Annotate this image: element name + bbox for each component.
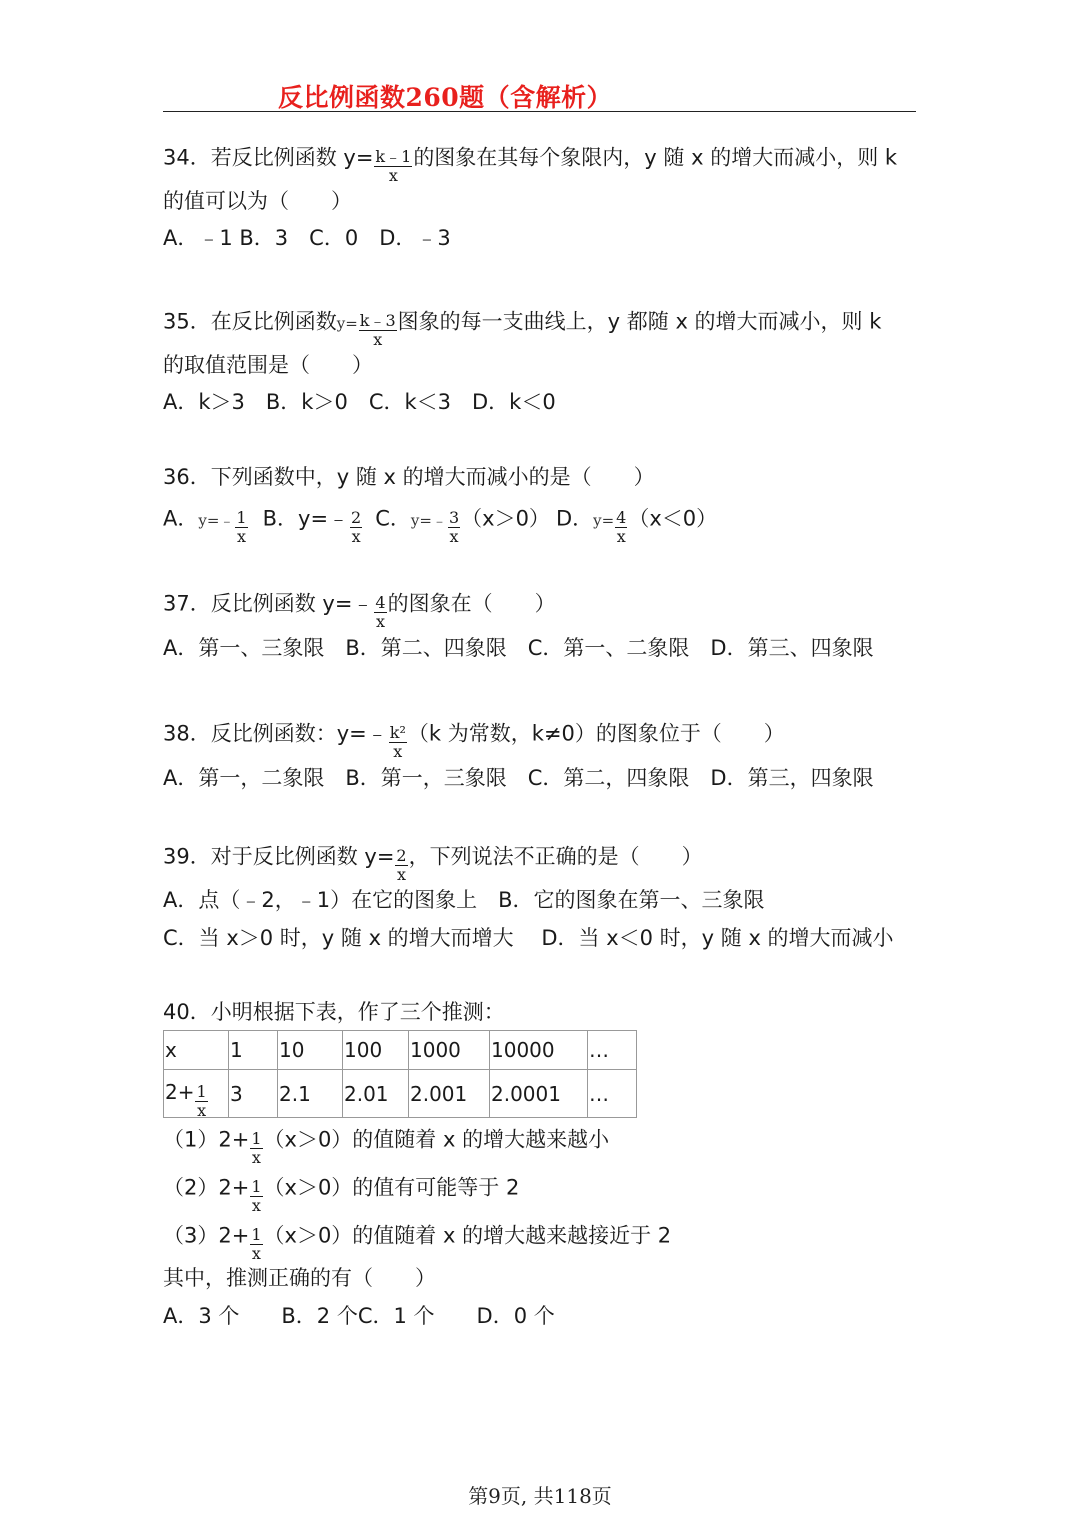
q36-b-numerator: 2 xyxy=(351,508,362,527)
table-expression-denominator: x xyxy=(197,1101,207,1120)
question-39-options-line2: C．当 x＞0 时，y 随 x 的增大而增大 D．当 x＜0 时，y 随 x 的增大而减小 xyxy=(163,926,894,950)
guess-2-numerator: 1 xyxy=(251,1177,262,1196)
guess-3-suffix: （x＞0）的值随着 x 的增大越来越接近于 2 xyxy=(263,1223,672,1248)
q39-denominator: x xyxy=(397,865,407,884)
q34-numerator: k﹣1 xyxy=(375,147,412,166)
table-cell: 10000 xyxy=(490,1031,588,1070)
q36-option-c-condition: （x＞0） xyxy=(461,506,550,531)
q38-numerator: k² xyxy=(389,723,406,742)
q34-stem-suffix: 的图象在其每个象限内，y 随 x 的增大而减小，则 k xyxy=(413,145,898,170)
q36-option-b-fraction xyxy=(350,509,362,546)
q40-guess-2 xyxy=(163,1170,520,1215)
title-divider xyxy=(163,111,916,112)
q38-denominator: x xyxy=(393,742,403,761)
table-expression-fraction xyxy=(195,1083,207,1120)
q37-stem-prefix: 37．反比例函数 y=﹣ xyxy=(163,591,374,616)
q36-option-b-label: B．y=﹣ xyxy=(262,506,350,531)
page-title: 反比例函数260题（含解析） xyxy=(278,83,613,112)
q35-numerator: k﹣3 xyxy=(359,311,396,330)
question-39-options-line1: A．点（﹣2，﹣1）在它的图象上 B．它的图象在第一、三象限 xyxy=(163,888,765,912)
table-cell: 1000 xyxy=(409,1031,490,1070)
question-34-stem-line2: 的值可以为（ ） xyxy=(163,189,352,213)
q34-denominator: x xyxy=(388,166,398,185)
q39-stem-prefix: 39．对于反比例函数 y= xyxy=(163,844,395,869)
q38-fraction xyxy=(389,724,407,761)
q36-option-a-fraction xyxy=(235,509,247,546)
question-37-stem xyxy=(163,586,556,631)
guess-2-suffix: （x＞0）的值有可能等于 2 xyxy=(263,1175,520,1200)
q36-d-denominator: x xyxy=(616,527,626,546)
question-38-stem xyxy=(163,716,785,761)
table-cell: 3 xyxy=(229,1070,278,1118)
q35-stem-prefix: 35．在反比例函数 xyxy=(163,309,337,334)
table-cell: x xyxy=(164,1031,229,1070)
guess-1-numerator: 1 xyxy=(251,1129,262,1148)
table-cell: 10 xyxy=(278,1031,343,1070)
table-cell: … xyxy=(588,1070,637,1118)
question-39-stem xyxy=(163,839,703,884)
question-40-stem: 40．小明根据下表，作了三个推测： xyxy=(163,1000,505,1024)
table-row xyxy=(164,1070,637,1118)
q36-b-denominator: x xyxy=(351,527,361,546)
q35-stem-suffix: 图象的每一支曲线上，y 都随 x 的增大而减小，则 k xyxy=(397,309,882,334)
q36-a-numerator: 1 xyxy=(236,508,247,527)
q36-c-numerator: 3 xyxy=(448,508,460,527)
q39-numerator: 2 xyxy=(396,846,407,865)
guess-3-fraction xyxy=(250,1226,262,1263)
q36-option-c-fraction xyxy=(448,509,460,546)
guess-1-prefix: （1）2+ xyxy=(163,1127,250,1152)
q36-option-d-label: D． xyxy=(555,506,594,531)
table-cell: 2.001 xyxy=(409,1070,490,1118)
q37-fraction xyxy=(374,594,386,631)
question-35-stem xyxy=(163,304,882,349)
q35-fraction xyxy=(359,312,397,349)
q39-fraction xyxy=(395,847,407,884)
q37-stem-suffix: 的图象在（ ） xyxy=(387,591,556,616)
guess-3-prefix: （3）2+ xyxy=(163,1223,250,1248)
q38-stem-prefix: 38．反比例函数：y=﹣ xyxy=(163,721,388,746)
table-cell: 2.01 xyxy=(343,1070,409,1118)
q36-c-denominator: x xyxy=(449,527,459,546)
question-40-options: A．3 个 B．2 个C．1 个 D．0 个 xyxy=(163,1304,555,1328)
question-35-stem-line2: 的取值范围是（ ） xyxy=(163,353,373,377)
guess-1-denominator: x xyxy=(251,1148,261,1167)
q40-guess-1 xyxy=(163,1122,610,1167)
q36-a-denominator: x xyxy=(237,527,247,546)
question-34-stem xyxy=(163,140,898,185)
q39-stem-suffix: ，下列说法不正确的是（ ） xyxy=(408,844,703,869)
q36-option-d-y: y= xyxy=(593,511,615,530)
question-38-options: A．第一，二象限 B．第一，三象限 C．第二，四象限 D．第三，四象限 xyxy=(163,766,874,790)
table-cell: 1 xyxy=(229,1031,278,1070)
table-cell-expression xyxy=(164,1070,229,1118)
q34-stem-prefix: 34．若反比例函数 y= xyxy=(163,145,374,170)
guess-1-suffix: （x＞0）的值随着 x 的增大越来越小 xyxy=(263,1127,610,1152)
q36-option-c-label: C． xyxy=(375,506,411,531)
q36-option-c-y: y=﹣ xyxy=(410,511,447,530)
page-number: 第9页, 共118页 xyxy=(468,1484,612,1508)
guess-2-denominator: x xyxy=(251,1196,261,1215)
table-row xyxy=(164,1031,637,1070)
question-36-options xyxy=(163,501,718,546)
table-expression-prefix: 2+ xyxy=(165,1080,195,1104)
question-36-stem: 36．下列函数中，y 随 x 的增大而减小的是（ ） xyxy=(163,465,655,489)
question-35-options: A．k＞3 B．k＞0 C．k＜3 D．k＜0 xyxy=(163,390,556,414)
q36-option-d-condition: （x＜0） xyxy=(628,506,718,531)
question-34-options: A．﹣1 B．3 C．0 D．﹣3 xyxy=(163,226,451,250)
q40-data-table xyxy=(163,1030,637,1118)
q36-option-d-fraction xyxy=(615,509,627,546)
table-cell: 2.1 xyxy=(278,1070,343,1118)
q34-fraction xyxy=(374,148,412,185)
q40-guess-3 xyxy=(163,1218,672,1263)
q35-denominator: x xyxy=(373,330,383,349)
question-40-question: 其中，推测正确的有（ ） xyxy=(163,1266,436,1290)
q37-numerator: 4 xyxy=(375,593,386,612)
question-37-options: A．第一、三象限 B．第二、四象限 C．第一、二象限 D．第三、四象限 xyxy=(163,636,874,660)
guess-3-denominator: x xyxy=(251,1244,261,1263)
q36-option-a-label: A． xyxy=(163,506,199,531)
q38-stem-suffix: （k 为常数，k≠0）的图象位于（ ） xyxy=(407,721,785,746)
guess-2-fraction xyxy=(250,1178,262,1215)
q37-denominator: x xyxy=(376,612,386,631)
q35-y-equals: y= xyxy=(336,314,358,333)
q36-option-a-y: y=﹣ xyxy=(198,511,235,530)
table-cell: … xyxy=(588,1031,637,1070)
guess-2-prefix: （2）2+ xyxy=(163,1175,250,1200)
q36-d-numerator: 4 xyxy=(616,508,627,527)
table-expression-numerator: 1 xyxy=(196,1082,207,1101)
table-cell: 100 xyxy=(343,1031,409,1070)
guess-3-numerator: 1 xyxy=(251,1225,262,1244)
table-cell: 2.0001 xyxy=(490,1070,588,1118)
guess-1-fraction xyxy=(250,1130,262,1167)
